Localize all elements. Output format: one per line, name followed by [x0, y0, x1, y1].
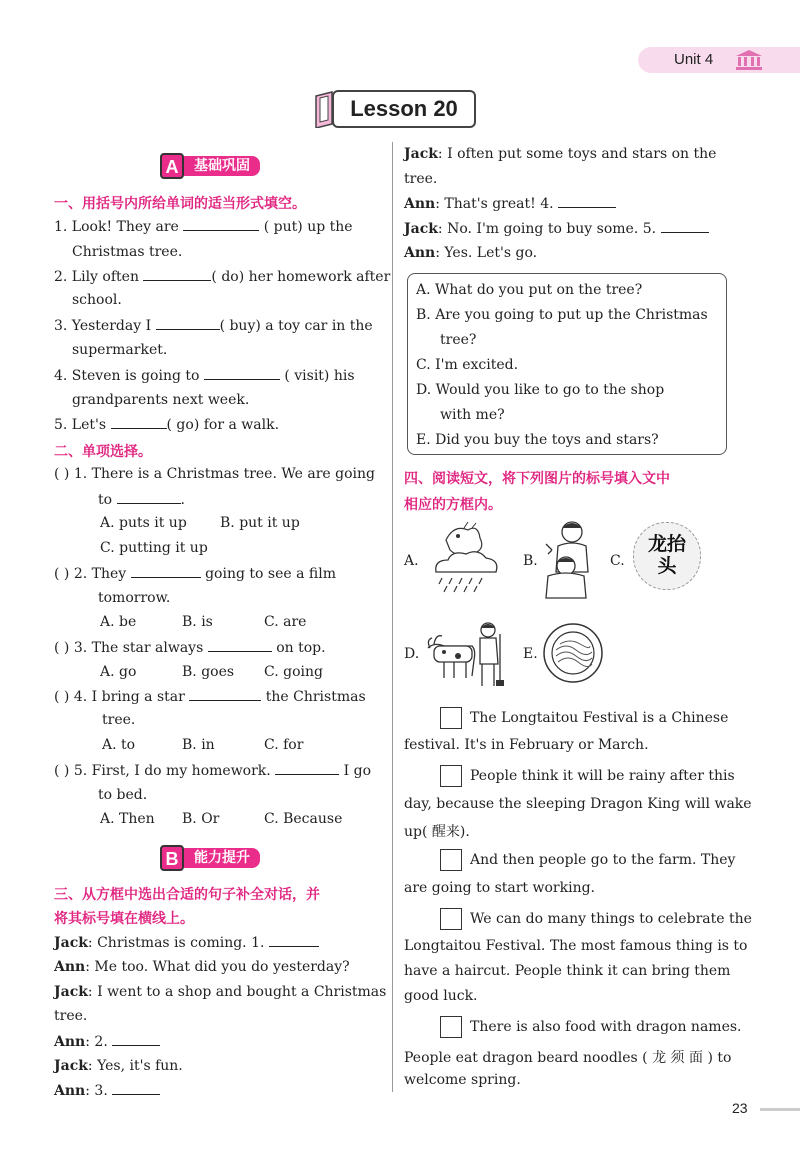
option-c: C. I'm excited. [416, 357, 519, 373]
p2-q4-opt-b: B. in [182, 737, 215, 753]
p2-q4-opt-a: A. to [102, 737, 136, 753]
dialogue-line: tree. [54, 1008, 88, 1024]
passage-line: have a haircut. People think it can bring them [404, 963, 731, 979]
passage-line: up( 醒来). [404, 824, 470, 840]
p1-q3-line1: 3. Yesterday I ( buy) a toy car in the [54, 318, 373, 334]
dialogue-line: Jack: I often put some toys and stars on the [404, 146, 717, 162]
dragon-rain-illustration [428, 520, 502, 596]
lesson-title-box [312, 90, 476, 128]
dialogue-line: Ann: 3. [54, 1082, 160, 1099]
answer-box-5[interactable] [440, 1016, 462, 1038]
pic-label-c: C. [610, 553, 625, 569]
lesson-title: Lesson 20 [332, 90, 476, 128]
p2-q3-opt-b: B. goes [182, 664, 235, 680]
passage-line: People think it will be rainy after this [440, 765, 735, 787]
dialogue-line: Jack: Christmas is coming. 1. [54, 934, 319, 951]
option-d-cont: with me? [440, 407, 505, 423]
p2-q1-line1: ( ) 1. There is a Christmas tree. We are going [54, 466, 375, 482]
p1-q5-blank[interactable] [111, 416, 167, 429]
noodles-bowl-illustration [542, 622, 604, 684]
unit-tab [638, 47, 800, 73]
p2-q3-opt-c: C. going [264, 664, 323, 680]
pic-label-a: A. [404, 553, 419, 569]
p2-q5-line1: ( ) 5. First, I do my homework. I go [54, 763, 372, 779]
p2-q5-blank[interactable] [275, 762, 339, 775]
part4-title-line1: 四、阅读短文，将下列图片的标号填入文中 [404, 471, 670, 487]
dialogue-blank-2[interactable] [112, 1033, 160, 1046]
dialogue-line: Ann: Me too. What did you do yesterday? [54, 959, 350, 975]
ox-farmer-illustration [424, 620, 510, 690]
dialogue-line: Jack: I went to a shop and bought a Christmas [54, 984, 387, 1000]
p2-q1-opt-a: A. puts it up [100, 515, 187, 531]
p2-q5-opt-c: C. Because [264, 811, 343, 827]
p2-q5-opt-b: B. Or [182, 811, 220, 827]
part3-title-line1: 三、从方框中选出合适的句子补全对话，并 [54, 887, 320, 903]
p2-q3-blank[interactable] [208, 639, 272, 652]
page-number: 23 [732, 1100, 748, 1116]
p1-q3-blank[interactable] [156, 317, 220, 330]
passage-line: day, because the sleeping Dragon King will wake [404, 796, 752, 812]
p1-q4-blank[interactable] [204, 367, 280, 380]
answer-box-4[interactable] [440, 908, 462, 930]
p1-q5-line1: 5. Let's ( go) for a walk. [54, 417, 280, 433]
passage-line: There is also food with dragon names. [440, 1016, 742, 1038]
dialogue-blank-1[interactable] [269, 934, 319, 947]
p2-q5-line2: to bed. [98, 787, 148, 803]
passage-line: People eat dragon beard noodles ( 龙 须 面 ) to [404, 1050, 732, 1066]
p1-q1-blank[interactable] [183, 218, 259, 231]
dialogue-line: tree. [404, 171, 438, 187]
p1-q2-blank[interactable] [143, 268, 211, 281]
part4-title-line2: 相应的方框内。 [404, 497, 502, 513]
passage-line: Longtaitou Festival. The most famous thing is to [404, 938, 748, 954]
p1-q2-line2: school. [72, 292, 122, 308]
section-a-letter: A [160, 153, 184, 179]
p2-q2-opt-b: B. is [182, 614, 213, 630]
option-b-cont: tree? [440, 332, 477, 348]
dialogue-blank-3[interactable] [112, 1082, 160, 1095]
longtaitou-logo: 龙抬头 [633, 522, 701, 590]
p1-q1-line1: 1. Look! They are ( put) up the [54, 219, 353, 235]
temple-icon [734, 49, 764, 75]
p2-q4-blank[interactable] [189, 688, 261, 701]
section-a-label: 基础巩固 [184, 156, 260, 176]
p2-q1-opt-c: C. putting it up [100, 540, 208, 556]
answer-box-2[interactable] [440, 765, 462, 787]
p2-q5-opt-a: A. Then [100, 811, 155, 827]
dialogue-blank-5[interactable] [661, 220, 709, 233]
p1-q3-line2: supermarket. [72, 342, 168, 358]
section-b-label: 能力提升 [184, 848, 260, 868]
answer-box-3[interactable] [440, 849, 462, 871]
p2-q2-line1: ( ) 2. They going to see a film [54, 566, 336, 582]
dialogue-line: Jack: No. I'm going to buy some. 5. [404, 220, 709, 237]
p1-q2-line1: 2. Lily often ( do) her homework after [54, 269, 391, 285]
unit-label: Unit 4 [674, 51, 714, 68]
column-divider [392, 142, 393, 1092]
dialogue-line: Ann: That's great! 4. [404, 195, 616, 212]
option-d: D. Would you like to go to the shop [416, 382, 665, 398]
p1-q4-line2: grandparents next week. [72, 392, 250, 408]
p2-q4-opt-c: C. for [264, 737, 304, 753]
passage-line: good luck. [404, 988, 478, 1004]
p2-q2-opt-c: C. are [264, 614, 307, 630]
dialogue-line: Jack: Yes, it's fun. [54, 1058, 183, 1074]
section-b-letter: B [160, 845, 184, 871]
p2-q1-blank[interactable] [117, 491, 181, 504]
option-a: A. What do you put on the tree? [416, 282, 643, 298]
p2-q4-line1: ( ) 4. I bring a star the Christmas [54, 689, 366, 705]
option-b: B. Are you going to put up the Christmas [416, 307, 708, 323]
option-e: E. Did you buy the toys and stars? [416, 432, 659, 448]
p2-q4-line2: tree. [102, 712, 136, 728]
p1-q4-line1: 4. Steven is going to ( visit) his [54, 368, 355, 384]
passage-line: are going to start working. [404, 880, 595, 896]
dialogue-line: Ann: 2. [54, 1033, 160, 1050]
p2-q3-line1: ( ) 3. The star always on top. [54, 640, 326, 656]
p2-q1-line2: to . [98, 492, 185, 508]
passage-line: And then people go to the farm. They [440, 849, 735, 871]
p2-q1-opt-b: B. put it up [220, 515, 300, 531]
p2-q2-blank[interactable] [131, 565, 201, 578]
p2-q2-opt-a: A. be [100, 614, 137, 630]
haircut-illustration [544, 516, 594, 600]
p2-q3-opt-a: A. go [100, 664, 137, 680]
pic-label-d: D. [404, 646, 420, 662]
dialogue-line: Ann: Yes. Let's go. [404, 245, 538, 261]
part2-title: 二、单项选择。 [54, 444, 152, 460]
p2-q2-line2: tomorrow. [98, 590, 171, 606]
part3-title-line2: 将其标号填在横线上。 [54, 911, 194, 927]
passage-line: welcome spring. [404, 1072, 521, 1088]
answer-box-1[interactable] [440, 707, 462, 729]
part1-title: 一、用括号内所给单词的适当形式填空。 [54, 196, 306, 212]
page-number-rule [760, 1108, 800, 1111]
pic-label-b: B. [523, 553, 538, 569]
dialogue-blank-4[interactable] [558, 195, 616, 208]
passage-line: We can do many things to celebrate the [440, 908, 752, 930]
p1-q1-line2: Christmas tree. [72, 244, 183, 260]
passage-line: festival. It's in February or March. [404, 737, 649, 753]
pic-label-e: E. [523, 646, 538, 662]
passage-line: The Longtaitou Festival is a Chinese [440, 707, 728, 729]
